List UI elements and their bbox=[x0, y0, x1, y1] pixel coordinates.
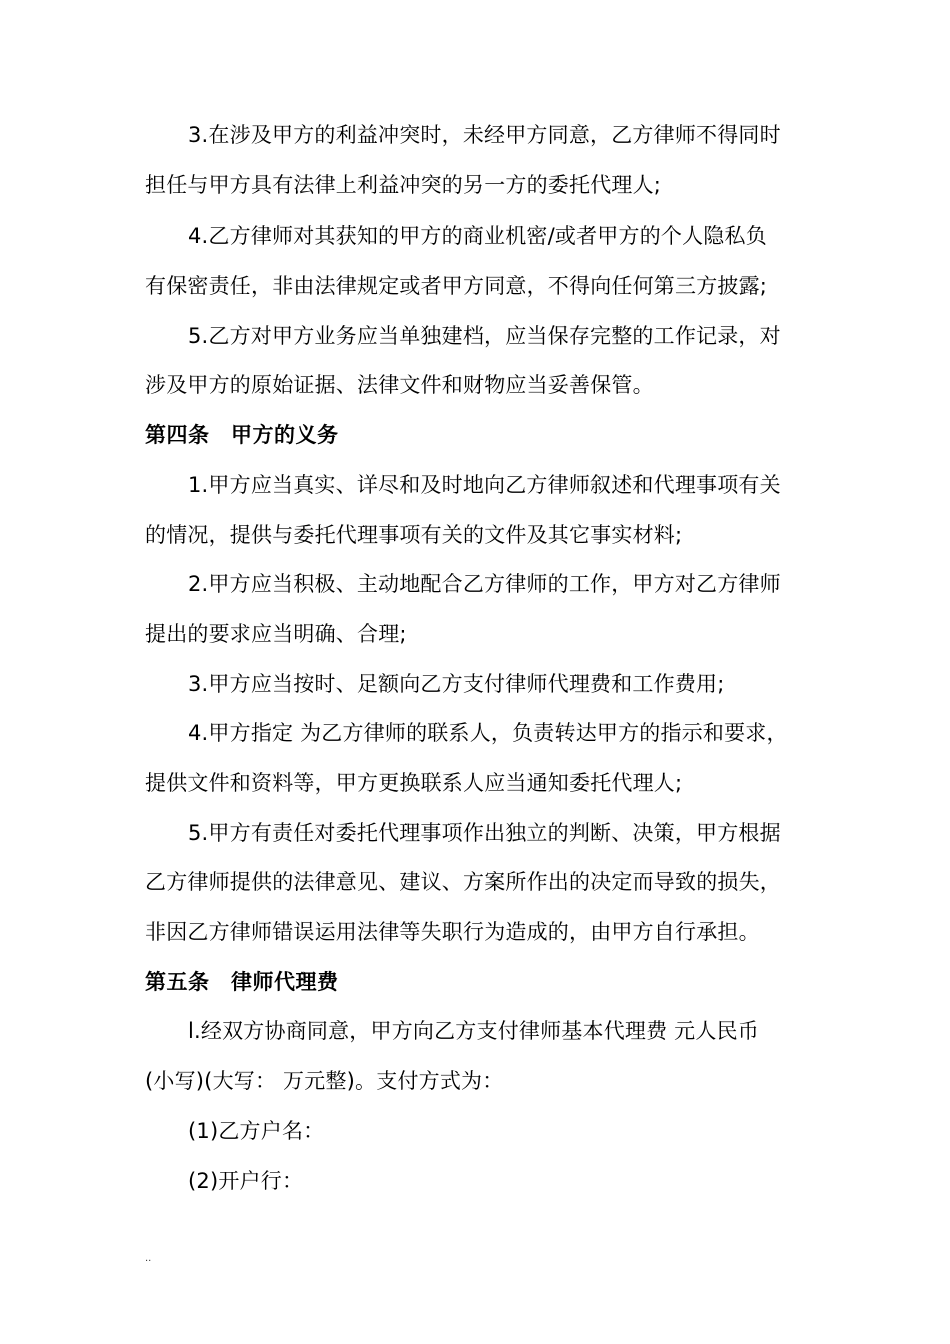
clause-5-1-line-2: (小写)(大写： 万元整)。支付方式为： bbox=[145, 1069, 504, 1093]
clause-4-5-line-3: 非因乙方律师错误运用法律等失职行为造成的，由甲方自行承担。 bbox=[145, 920, 760, 944]
clause-4-3-line-1: 3.甲方应当按时、足额向乙方支付律师代理费和工作费用; bbox=[188, 672, 725, 696]
bank-line: (2)开户行： bbox=[188, 1169, 304, 1193]
clause-3-4-line-2: 有保密责任，非由法律规定或者甲方同意，不得向任何第三方披露; bbox=[145, 274, 768, 298]
clause-3-3-line-2: 担任与甲方具有法律上利益冲突的另一方的委托代理人; bbox=[145, 173, 662, 197]
clause-4-4-line-1: 4.甲方指定 为乙方律师的联系人，负责转达甲方的指示和要求， bbox=[188, 721, 788, 745]
clause-4-1-line-2: 的情况，提供与委托代理事项有关的文件及其它事实材料; bbox=[145, 523, 683, 547]
article-4-heading: 第四条 甲方的义务 bbox=[145, 423, 339, 447]
clause-4-2-line-2: 提出的要求应当明确、合理; bbox=[145, 622, 407, 646]
account-name-line: (1)乙方户名： bbox=[188, 1119, 325, 1143]
article-5-heading: 第五条 律师代理费 bbox=[145, 970, 339, 994]
clause-4-2-line-1: 2.甲方应当积极、主动地配合乙方律师的工作，甲方对乙方律师 bbox=[188, 572, 781, 596]
clause-4-4-line-2: 提供文件和资料等，甲方更换联系人应当通知委托代理人; bbox=[145, 771, 683, 795]
footer-mark: .. bbox=[145, 1253, 152, 1264]
clause-3-5-line-2: 涉及甲方的原始证据、法律文件和财物应当妥善保管。 bbox=[145, 373, 654, 397]
clause-4-5-line-2: 乙方律师提供的法律意见、建议、方案所作出的决定而导致的损失， bbox=[145, 870, 781, 894]
clause-3-4-line-1: 4.乙方律师对其获知的甲方的商业机密/或者甲方的个人隐私负 bbox=[188, 224, 767, 248]
clause-5-1-line-1: l.经双方协商同意，甲方向乙方支付律师基本代理费 元人民币 bbox=[188, 1019, 759, 1043]
clause-3-5-line-1: 5.乙方对甲方业务应当单独建档，应当保存完整的工作记录，对 bbox=[188, 324, 781, 348]
clause-4-1-line-1: 1.甲方应当真实、详尽和及时地向乙方律师叙述和代理事项有关 bbox=[188, 473, 781, 497]
clause-4-5-line-1: 5.甲方有责任对委托代理事项作出独立的判断、决策，甲方根据 bbox=[188, 821, 781, 845]
clause-3-3-line-1: 3.在涉及甲方的利益冲突时，未经甲方同意，乙方律师不得同时 bbox=[188, 123, 781, 147]
